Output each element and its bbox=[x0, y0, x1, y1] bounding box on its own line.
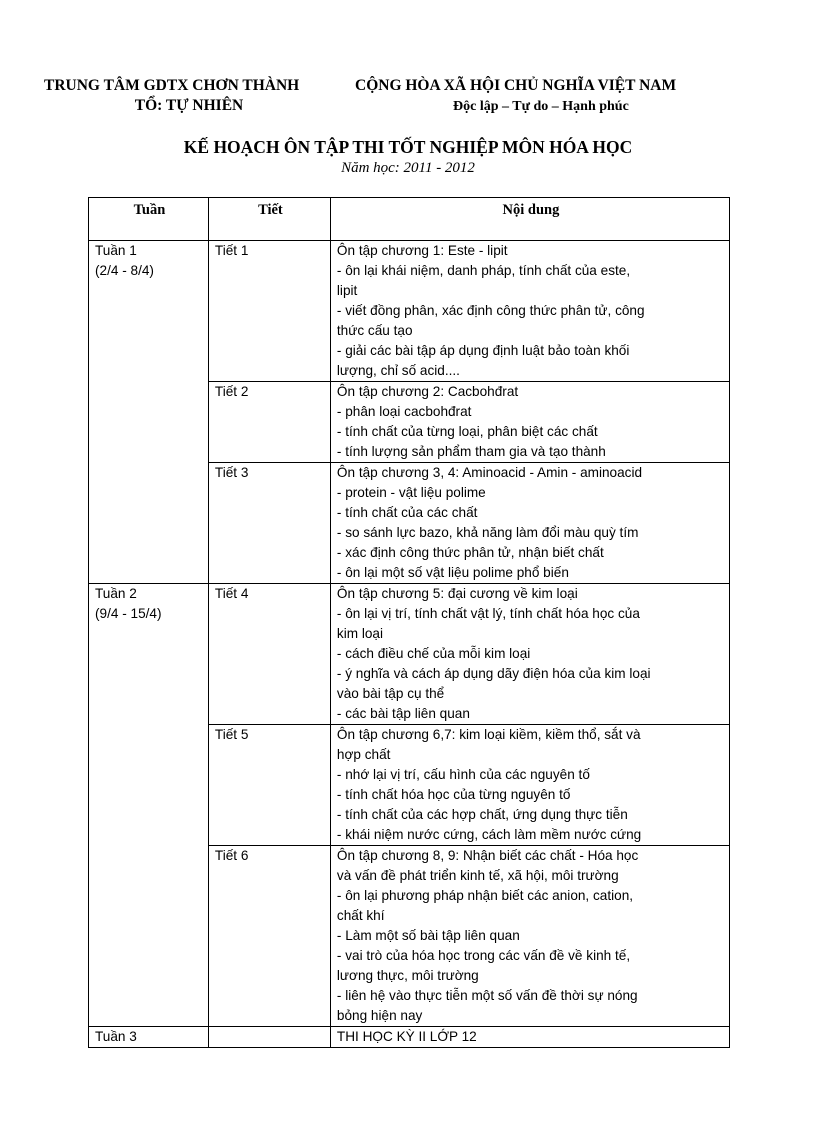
review-plan-table bbox=[88, 197, 730, 1048]
national-motto: Độc lập – Tự do – Hạnh phúc bbox=[453, 99, 629, 114]
week-cell bbox=[89, 241, 209, 584]
content-line: Ôn tập chương 8, 9: Nhận biết các chất - Hóa học bbox=[336, 848, 639, 863]
week-label: Tuần 2 bbox=[95, 586, 137, 601]
content-cell bbox=[330, 463, 729, 584]
column-header-content: Nội dung bbox=[330, 198, 729, 241]
content-line: - ôn lại vị trí, tính chất vật lý, tính chất hóa học của bbox=[336, 606, 640, 621]
school-name: TRUNG TÂM GDTX CHƠN THÀNH bbox=[44, 77, 300, 94]
content-line: - giải các bài tập áp dụng định luật bảo toàn khối bbox=[336, 343, 630, 358]
week-dates: (2/4 - 8/4) bbox=[95, 263, 154, 278]
column-header-week: Tuần bbox=[89, 198, 209, 241]
content-line: - ôn lại khái niệm, danh pháp, tính chất của este, bbox=[336, 263, 631, 278]
table-row bbox=[89, 584, 730, 725]
content-line: Ôn tập chương 1: Este - lipit bbox=[336, 243, 508, 258]
content-cell bbox=[330, 382, 729, 463]
content-line: - phân loại cacbohđrat bbox=[336, 404, 472, 419]
week-cell bbox=[89, 584, 209, 1027]
school-year: Năm học: 2011 - 2012 bbox=[341, 160, 475, 176]
table-header-row bbox=[89, 198, 730, 241]
content-line: - ôn lại phương pháp nhận biết các anion, cation, bbox=[336, 888, 634, 903]
content-line: - viết đồng phân, xác định công thức phân tử, công bbox=[336, 303, 645, 318]
content-line: - so sánh lực bazo, khả năng làm đổi màu quỳ tím bbox=[336, 525, 639, 540]
content-line: vào bài tập cụ thể bbox=[336, 686, 445, 701]
content-cell bbox=[330, 846, 729, 1027]
content-cell bbox=[330, 725, 729, 846]
content-line: thức cấu tạo bbox=[336, 323, 413, 338]
content-line: - tính chất của các chất bbox=[336, 505, 478, 520]
content-line: - tính chất hóa học của từng nguyên tố bbox=[336, 787, 571, 802]
department-name: TỔ: TỰ NHIÊN bbox=[134, 97, 244, 114]
content-line: - nhớ lại vị trí, cấu hình của các nguyên tố bbox=[336, 767, 590, 782]
period-cell: Tiết 5 bbox=[208, 725, 330, 846]
column-header-period: Tiết bbox=[208, 198, 330, 241]
content-line: kim loại bbox=[336, 626, 383, 641]
content-line: hợp chất bbox=[336, 747, 391, 762]
table-row bbox=[89, 1027, 730, 1048]
week-dates: (9/4 - 15/4) bbox=[95, 606, 162, 621]
content-line: - ý nghĩa và cách áp dụng dãy điện hóa của kim loại bbox=[336, 666, 651, 681]
content-line: - protein - vật liệu polime bbox=[336, 485, 486, 500]
content-line: - liên hệ vào thực tiễn một số vấn đề thời sự nóng bbox=[336, 988, 638, 1003]
document-title: KẾ HOẠCH ÔN TẬP THI TỐT NGHIỆP MÔN HÓA HỌC bbox=[183, 137, 633, 157]
content-line: Ôn tập chương 2: Cacbohđrat bbox=[336, 384, 519, 399]
period-cell: Tiết 4 bbox=[208, 584, 330, 725]
period-cell: Tiết 1 bbox=[208, 241, 330, 382]
content-line: Ôn tập chương 6,7: kim loại kiềm, kiềm thổ, sắt và bbox=[336, 727, 641, 742]
content-line: lipit bbox=[336, 283, 358, 298]
content-line: Ôn tập chương 5: đại cương về kim loại bbox=[336, 586, 578, 601]
content-line: chất khí bbox=[336, 908, 385, 923]
week-label: Tuần 3 bbox=[95, 1029, 137, 1044]
content-line: - tính lượng sản phẩm tham gia và tạo thành bbox=[336, 444, 606, 459]
content-line: và vấn đề phát triển kinh tế, xã hội, môi trường bbox=[336, 868, 619, 883]
week-cell bbox=[89, 1027, 209, 1048]
content-line: - vai trò của hóa học trong các vấn đề về kinh tế, bbox=[336, 948, 631, 963]
content-cell bbox=[330, 241, 729, 382]
content-cell bbox=[330, 1027, 729, 1048]
content-line: - Làm một số bài tập liên quan bbox=[336, 928, 520, 943]
table-body bbox=[89, 241, 730, 1048]
period-cell: Tiết 6 bbox=[208, 846, 330, 1027]
period-cell: Tiết 3 bbox=[208, 463, 330, 584]
content-line: - tính chất của các hợp chất, ứng dụng thực tiễn bbox=[336, 807, 628, 822]
content-line: - các bài tập liên quan bbox=[336, 706, 470, 721]
content-line: lượng, chỉ số acid.... bbox=[336, 363, 460, 378]
content-line: - cách điều chế của mỗi kim loại bbox=[336, 646, 531, 661]
content-line: Ôn tập chương 3, 4: Aminoacid - Amin - aminoacid bbox=[336, 465, 643, 480]
content-line: THI HỌC KỲ II LỚP 12 bbox=[336, 1029, 477, 1044]
content-line: - ôn lại một số vật liệu polime phổ biến bbox=[336, 565, 569, 580]
content-line: bỏng hiện nay bbox=[336, 1008, 423, 1023]
week-label: Tuần 1 bbox=[95, 243, 137, 258]
content-line: - tính chất của từng loại, phân biệt các chất bbox=[336, 424, 598, 439]
content-line: - xác định công thức phân tử, nhận biết chất bbox=[336, 545, 604, 560]
content-cell bbox=[330, 584, 729, 725]
content-line: - khái niệm nước cứng, cách làm mềm nước cứng bbox=[336, 827, 642, 842]
table-row bbox=[89, 241, 730, 382]
period-cell: Tiết 2 bbox=[208, 382, 330, 463]
national-title: CỘNG HÒA XÃ HỘI CHỦ NGHĨA VIỆT NAM bbox=[355, 77, 677, 94]
content-line: lương thực, môi trường bbox=[336, 968, 479, 983]
period-cell bbox=[208, 1027, 330, 1048]
